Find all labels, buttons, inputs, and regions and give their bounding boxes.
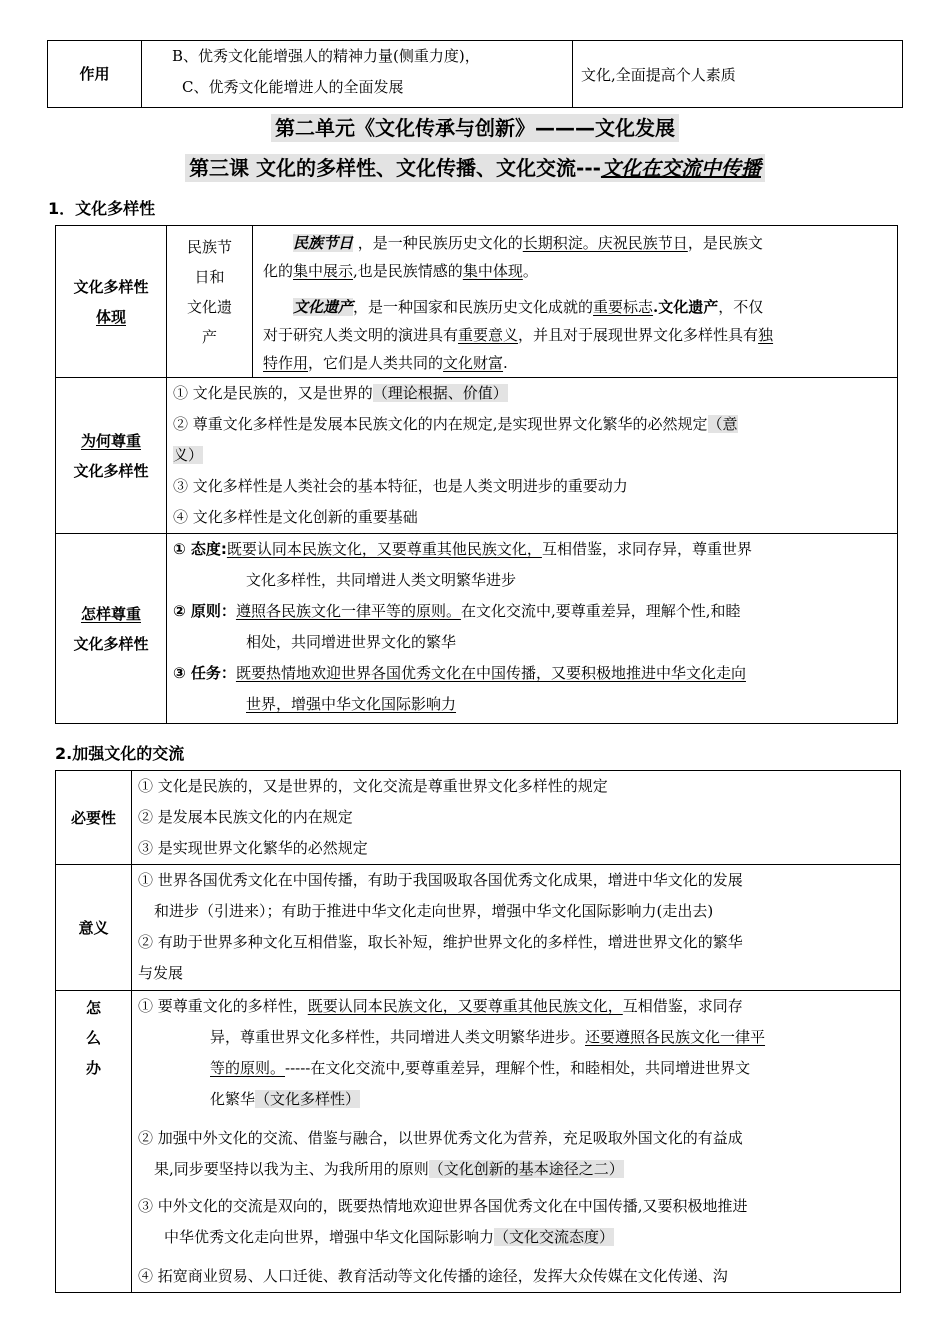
section2-heading: 2.加强文化的交流 [55, 744, 185, 763]
top-table-label: 作用 [48, 41, 142, 108]
top-table-line-b: B、优秀文化能增强人的精神力量(侧重力度)， [172, 47, 480, 65]
necessity-label: 必要性 [56, 771, 132, 865]
lesson-title: 第三课 文化的多样性、文化传播、文化交流---文化在交流中传播 [0, 152, 950, 181]
row-why-content: ① 文化是民族的，又是世界的（理论根据、价值） ② 尊重文化多样性是发展本民族文化的内在规定,是实现世界文化繁华的必然规定（意 义） ③ 文化多样性是人类社会的基本特征，也是人类文明进步的重要动力 ④ 文化多样性是文化创新的重要基础 [167, 378, 898, 534]
unit-title: 第二单元《文化传承与创新》———文化发展 [0, 112, 950, 141]
top-table-line-c: C、优秀文化能增进人的全面发展 [182, 78, 404, 96]
exchange-table [55, 770, 901, 1293]
row-embodiment-label: 文化多样性 体现 [56, 226, 167, 378]
necessity-content: ① 文化是民族的，又是世界的，文化交流是尊重世界文化多样性的规定 ② 是发展本民族文化的内在规定 ③ 是实现世界文化繁华的必然规定 [132, 771, 901, 865]
section1-heading: 1．文化多样性 [48, 199, 156, 218]
meaning-label: 意义 [56, 865, 132, 991]
row-how-content: ① 态度:既要认同本民族文化，又要尊重其他民族文化，互相借鉴，求同存异，尊重世界 文化多样性，共同增进人类文明繁华进步 ② 原则：遵照各民族文化一律平等的原则。在文化交流中,要尊重差异，理解个性,和睦 相处，共同增进世界文化的繁华 ③ 任务：既要热情地欢迎世界各国优秀文化在中国传播，又要积极地推进中华文化走向 世界，增强中华文化国际影响力 [167, 534, 898, 724]
row-why-label: 为何尊重 文化多样性 [56, 378, 167, 534]
howto-label: 怎 么 办 [56, 991, 132, 1293]
diversity-table [55, 225, 898, 724]
meaning-content: ① 世界各国优秀文化在中国传播，有助于我国吸取各国优秀文化成果，增进中华文化的发展 和进步（引进来）；有助于推进中华文化走向世界，增强中华文化国际影响力(走出去) ② 有助于世界多种文化互相借鉴，取长补短，维护世界文化的多样性，增进世界文化的繁华 与发展 [132, 865, 901, 991]
top-table [47, 40, 903, 108]
row-embodiment-sub: 民族节 日和 文化遗 产 [167, 226, 253, 378]
howto-content: ① 要尊重文化的多样性，既要认同本民族文化，又要尊重其他民族文化，互相借鉴，求同存 异，尊重世界文化多样性，共同增进人类文明繁华进步。还要遵照各民族文化一律平 等的原则。-----在文化交流中,要尊重差异，理解个性，和睦相处，共同增进世界文 化繁华（文化多样性） ② 加强中外文化的交流、借鉴与融合，以世界优秀文化为营养，充足吸取外国文化的有益成 果,同步要坚持以我为主、为我所用的原则（文化创新的基本途径之二） ③ 中外文化的交流是双向的，既要热情地欢迎世界各国优秀文化在中国传播,又要积极地推进 中华优秀文化走向世界，增强中华文化国际影响力（文化交流态度） ④ 拓宽商业贸易、人口迁徙、教育活动等文化传播的途径，发挥大众传媒在文化传递、沟 [132, 991, 901, 1293]
top-table-right-cell: 文化,全面提高个人素质 [573, 41, 903, 108]
top-table-middle-cell [142, 41, 573, 108]
row-embodiment-content: 民族节日 ，是一种民族历史文化的长期积淀。庆祝民族节日，是民族文 化的集中展示,也是民族情感的集中体现。 文化遗产，是一种国家和民族历史文化成就的重要标志.文化遗产，不仅 对于研究人类文明的演进具有重要意义，并且对于展现世界文化多样性具有独 特作用，它们是人类共同的文化财富. [253, 226, 898, 378]
row-how-label: 怎样尊重 文化多样性 [56, 534, 167, 724]
